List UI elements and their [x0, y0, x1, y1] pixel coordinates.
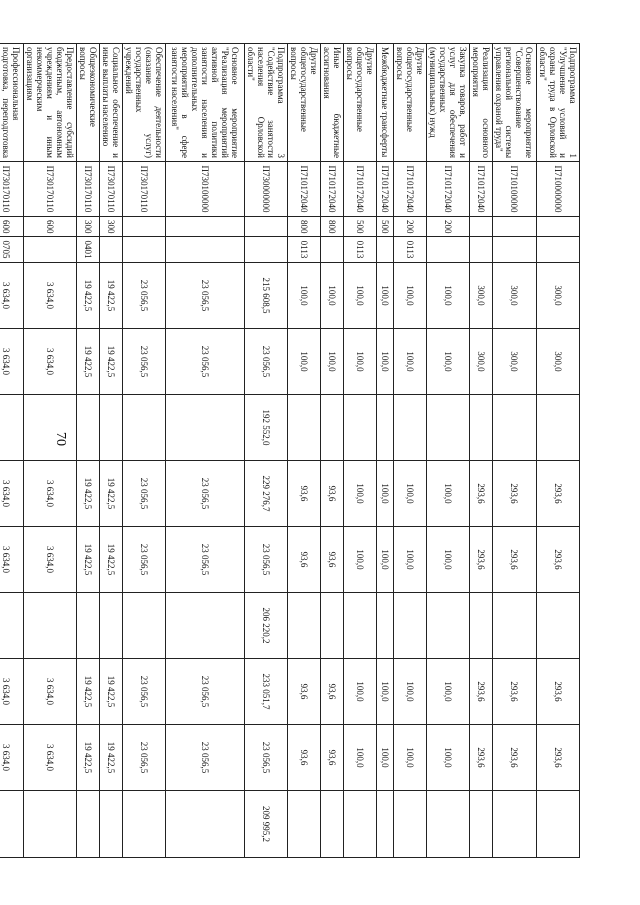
amount-cell-3 [321, 395, 344, 461]
amount-cell-4: 293,6 [470, 461, 493, 527]
amount-cell-1: 19 422,5 [77, 263, 100, 329]
section-code-cell [427, 237, 470, 263]
target-article-code-cell: П730170110 [100, 162, 123, 217]
amount-cell-7: 93,6 [321, 659, 344, 725]
row-name-cell: Другие общегосударственные вопросы [288, 44, 321, 162]
section-code-cell [537, 237, 580, 263]
row-name-cell: Подпрограмма 1 "Улучшение условий и охраны труда в Орловской области" [537, 44, 580, 162]
amount-cell-5: 23 056,5 [245, 527, 288, 593]
table-row [470, 44, 493, 858]
table-row [77, 44, 100, 858]
table-row [321, 44, 344, 858]
amount-cell-5: 100,0 [377, 527, 394, 593]
amount-cell-2: 3 634,0 [0, 329, 24, 395]
amount-cell-6 [344, 593, 377, 659]
row-name-cell: Профессиональная подготовка, переподготовка [0, 44, 24, 162]
amount-cell-3 [537, 395, 580, 461]
row-name-cell: Иные бюджетные ассигнования [321, 44, 344, 162]
row-name-cell: Закупка товаров, работ и услуг для обеспечения государственных (муниципальных) нужд [427, 44, 470, 162]
amount-cell-3 [77, 395, 100, 461]
amount-cell-8: 23 056,5 [123, 725, 166, 791]
amount-cell-8: 293,6 [470, 725, 493, 791]
section-code-cell [123, 237, 166, 263]
amount-cell-4: 229 276,7 [245, 461, 288, 527]
amount-cell-5: 93,6 [321, 527, 344, 593]
amount-cell-4: 100,0 [394, 461, 427, 527]
amount-cell-8: 293,6 [537, 725, 580, 791]
target-article-code-cell: П710000000 [537, 162, 580, 217]
amount-cell-3 [0, 395, 24, 461]
amount-cell-9: 209 995,2 [245, 791, 288, 858]
amount-cell-1: 100,0 [288, 263, 321, 329]
amount-cell-3 [24, 395, 77, 461]
amount-cell-8: 19 422,5 [77, 725, 100, 791]
target-article-code-cell: П730100000 [166, 162, 245, 217]
amount-cell-5: 93,6 [288, 527, 321, 593]
amount-cell-4: 93,6 [321, 461, 344, 527]
row-name-cell: Другие общегосударственные вопросы [344, 44, 377, 162]
row-name-cell: Основное мероприятие "Совершенствование региональной системы управления охраной труда" [493, 44, 537, 162]
target-article-code-cell: П710172040 [321, 162, 344, 217]
amount-cell-1: 100,0 [394, 263, 427, 329]
table-row [245, 44, 288, 858]
row-name-cell: Обеспечение деятельности (оказание услуг) государственных учреждений [123, 44, 166, 162]
amount-cell-9 [0, 791, 24, 858]
table-row [493, 44, 537, 858]
row-name-cell: Предоставление субсидий бюджетным, автономным учреждениям и иным некоммерческим организациям [24, 44, 77, 162]
amount-cell-8: 293,6 [493, 725, 537, 791]
amount-cell-1: 19 422,5 [100, 263, 123, 329]
amount-cell-2: 300,0 [470, 329, 493, 395]
amount-cell-8: 23 056,5 [245, 725, 288, 791]
table-row [377, 44, 394, 858]
amount-cell-1: 100,0 [377, 263, 394, 329]
amount-cell-3 [100, 395, 123, 461]
amount-cell-6 [470, 593, 493, 659]
target-article-code-cell: П710172040 [377, 162, 394, 217]
document-table-frame [1, 43, 580, 857]
amount-cell-2: 100,0 [344, 329, 377, 395]
amount-cell-9 [77, 791, 100, 858]
amount-cell-8: 93,6 [288, 725, 321, 791]
amount-cell-8: 100,0 [394, 725, 427, 791]
target-article-code-cell: П710100000 [493, 162, 537, 217]
amount-cell-2: 100,0 [427, 329, 470, 395]
amount-cell-3 [288, 395, 321, 461]
amount-cell-7: 233 051,7 [245, 659, 288, 725]
amount-cell-9 [493, 791, 537, 858]
amount-cell-2: 3 634,0 [24, 329, 77, 395]
amount-cell-2: 100,0 [321, 329, 344, 395]
amount-cell-5: 293,6 [470, 527, 493, 593]
amount-cell-1: 300,0 [470, 263, 493, 329]
amount-cell-5: 293,6 [493, 527, 537, 593]
section-code-cell: 0113 [344, 237, 377, 263]
amount-cell-3 [493, 395, 537, 461]
amount-cell-6 [427, 593, 470, 659]
section-code-cell [321, 237, 344, 263]
amount-cell-1: 100,0 [344, 263, 377, 329]
amount-cell-2: 23 056,5 [166, 329, 245, 395]
amount-cell-4: 100,0 [344, 461, 377, 527]
row-name-cell: Социальное обеспечение и иные выплаты населению [100, 44, 123, 162]
amount-cell-4: 23 056,5 [166, 461, 245, 527]
amount-cell-6 [100, 593, 123, 659]
amount-cell-7: 293,6 [470, 659, 493, 725]
expense-type-cell: 800 [321, 217, 344, 237]
amount-cell-7: 293,6 [493, 659, 537, 725]
amount-cell-1: 215 608,5 [245, 263, 288, 329]
amount-cell-7: 23 056,5 [123, 659, 166, 725]
amount-cell-7: 93,6 [288, 659, 321, 725]
amount-cell-9 [166, 791, 245, 858]
amount-cell-8: 3 634,0 [24, 725, 77, 791]
amount-cell-9 [288, 791, 321, 858]
amount-cell-8: 3 634,0 [0, 725, 24, 791]
amount-cell-4: 293,6 [493, 461, 537, 527]
amount-cell-9 [394, 791, 427, 858]
amount-cell-5: 19 422,5 [100, 527, 123, 593]
row-name-cell: Подпрограмма 3 "Содействие занятости населения Орловской области" [245, 44, 288, 162]
amount-cell-6 [0, 593, 24, 659]
amount-cell-1: 3 634,0 [24, 263, 77, 329]
target-article-code-cell: П710172040 [288, 162, 321, 217]
amount-cell-7: 19 422,5 [77, 659, 100, 725]
table-row [166, 44, 245, 858]
amount-cell-5: 293,6 [537, 527, 580, 593]
amount-cell-1: 23 056,5 [166, 263, 245, 329]
expense-type-cell [166, 217, 245, 237]
amount-cell-5: 100,0 [344, 527, 377, 593]
amount-cell-5: 3 634,0 [0, 527, 24, 593]
target-article-code-cell: П710172040 [394, 162, 427, 217]
amount-cell-9 [123, 791, 166, 858]
amount-cell-8: 23 056,5 [166, 725, 245, 791]
amount-cell-2: 300,0 [537, 329, 580, 395]
expense-type-cell: 800 [288, 217, 321, 237]
amount-cell-7: 100,0 [394, 659, 427, 725]
table-row [537, 44, 580, 858]
table-row [344, 44, 377, 858]
target-article-code-cell: П710172040 [344, 162, 377, 217]
target-article-code-cell: П730170110 [0, 162, 24, 217]
amount-cell-8: 93,6 [321, 725, 344, 791]
amount-cell-9 [24, 791, 77, 858]
section-code-cell [377, 237, 394, 263]
expense-type-cell [537, 217, 580, 237]
expense-type-cell: 200 [427, 217, 470, 237]
target-article-code-cell: П710172040 [427, 162, 470, 217]
amount-cell-8: 19 422,5 [100, 725, 123, 791]
amount-cell-7: 3 634,0 [24, 659, 77, 725]
amount-cell-1: 23 056,5 [123, 263, 166, 329]
amount-cell-6 [24, 593, 77, 659]
amount-cell-2: 19 422,5 [77, 329, 100, 395]
amount-cell-1: 100,0 [427, 263, 470, 329]
section-code-cell: 0113 [288, 237, 321, 263]
section-code-cell [166, 237, 245, 263]
amount-cell-6 [394, 593, 427, 659]
table-row [394, 44, 427, 858]
amount-cell-6 [77, 593, 100, 659]
amount-cell-4: 19 422,5 [77, 461, 100, 527]
amount-cell-7: 100,0 [427, 659, 470, 725]
amount-cell-6: 206 220,2 [245, 593, 288, 659]
amount-cell-9 [100, 791, 123, 858]
row-name-cell: Межбюджетные трансферты [377, 44, 394, 162]
amount-cell-4: 93,6 [288, 461, 321, 527]
amount-cell-3 [427, 395, 470, 461]
section-code-cell [24, 237, 77, 263]
amount-cell-2: 100,0 [288, 329, 321, 395]
row-name-cell: Другие общегосударственные вопросы [394, 44, 427, 162]
amount-cell-5: 23 056,5 [166, 527, 245, 593]
amount-cell-4: 19 422,5 [100, 461, 123, 527]
amount-cell-7: 19 422,5 [100, 659, 123, 725]
amount-cell-2: 19 422,5 [100, 329, 123, 395]
row-name-cell: Реализация основного мероприятия [470, 44, 493, 162]
amount-cell-3 [377, 395, 394, 461]
amount-cell-2: 300,0 [493, 329, 537, 395]
amount-cell-1: 300,0 [493, 263, 537, 329]
section-code-cell [100, 237, 123, 263]
amount-cell-2: 23 056,5 [245, 329, 288, 395]
amount-cell-1: 100,0 [321, 263, 344, 329]
expense-type-cell: 200 [394, 217, 427, 237]
expense-type-cell: 300 [77, 217, 100, 237]
target-article-code-cell: П730000000 [245, 162, 288, 217]
rotated-page-content [1, 43, 580, 857]
amount-cell-9 [470, 791, 493, 858]
amount-cell-4: 23 056,5 [123, 461, 166, 527]
amount-cell-9 [344, 791, 377, 858]
table-row [123, 44, 166, 858]
table-row [24, 44, 77, 858]
amount-cell-2: 23 056,5 [123, 329, 166, 395]
section-code-cell [245, 237, 288, 263]
section-code-cell: 0113 [394, 237, 427, 263]
section-code-cell: 0401 [77, 237, 100, 263]
amount-cell-6 [377, 593, 394, 659]
target-article-code-cell: П730170110 [77, 162, 100, 217]
expense-type-cell: 600 [24, 217, 77, 237]
amount-cell-7: 100,0 [377, 659, 394, 725]
amount-cell-5: 3 634,0 [24, 527, 77, 593]
expense-type-cell: 300 [100, 217, 123, 237]
amount-cell-2: 100,0 [377, 329, 394, 395]
table-row [427, 44, 470, 858]
table-row [0, 44, 24, 858]
amount-cell-9 [377, 791, 394, 858]
amount-cell-6 [321, 593, 344, 659]
amount-cell-3 [394, 395, 427, 461]
row-name-cell: Общеэкономические вопросы [77, 44, 100, 162]
expense-type-cell [245, 217, 288, 237]
section-code-cell [470, 237, 493, 263]
amount-cell-6 [123, 593, 166, 659]
amount-cell-5: 100,0 [394, 527, 427, 593]
expense-type-cell: 500 [377, 217, 394, 237]
amount-cell-3 [123, 395, 166, 461]
amount-cell-7: 3 634,0 [0, 659, 24, 725]
amount-cell-9 [537, 791, 580, 858]
amount-cell-7: 100,0 [344, 659, 377, 725]
amount-cell-7: 23 056,5 [166, 659, 245, 725]
amount-cell-4: 100,0 [377, 461, 394, 527]
section-code-cell: 0705 [0, 237, 24, 263]
amount-cell-8: 100,0 [344, 725, 377, 791]
budget-table [0, 43, 580, 858]
amount-cell-7: 293,6 [537, 659, 580, 725]
row-name-cell: Основное мероприятие "Реализация мероприятий активной политики занятости населения и дополнительных мероприятий в сфере занятости населения" [166, 44, 245, 162]
amount-cell-5: 23 056,5 [123, 527, 166, 593]
amount-cell-5: 100,0 [427, 527, 470, 593]
expense-type-cell: 600 [0, 217, 24, 237]
expense-type-cell: 500 [344, 217, 377, 237]
amount-cell-6 [288, 593, 321, 659]
amount-cell-6 [493, 593, 537, 659]
amount-cell-3 [470, 395, 493, 461]
amount-cell-1: 300,0 [537, 263, 580, 329]
amount-cell-6 [166, 593, 245, 659]
amount-cell-3 [344, 395, 377, 461]
table-row [288, 44, 321, 858]
expense-type-cell [470, 217, 493, 237]
expense-type-cell [493, 217, 537, 237]
amount-cell-8: 100,0 [427, 725, 470, 791]
amount-cell-4: 3 634,0 [0, 461, 24, 527]
amount-cell-3 [166, 395, 245, 461]
amount-cell-9 [427, 791, 470, 858]
page-number: 70 [53, 432, 68, 446]
target-article-code-cell: П710172040 [470, 162, 493, 217]
amount-cell-2: 100,0 [394, 329, 427, 395]
amount-cell-3: 192 552,0 [245, 395, 288, 461]
expense-type-cell [123, 217, 166, 237]
amount-cell-8: 100,0 [377, 725, 394, 791]
amount-cell-4: 100,0 [427, 461, 470, 527]
amount-cell-6 [537, 593, 580, 659]
amount-cell-9 [321, 791, 344, 858]
amount-cell-5: 19 422,5 [77, 527, 100, 593]
table-row [100, 44, 123, 858]
amount-cell-1: 3 634,0 [0, 263, 24, 329]
target-article-code-cell: П730170110 [123, 162, 166, 217]
amount-cell-4: 293,6 [537, 461, 580, 527]
target-article-code-cell: П730170110 [24, 162, 77, 217]
amount-cell-4: 3 634,0 [24, 461, 77, 527]
section-code-cell [493, 237, 537, 263]
